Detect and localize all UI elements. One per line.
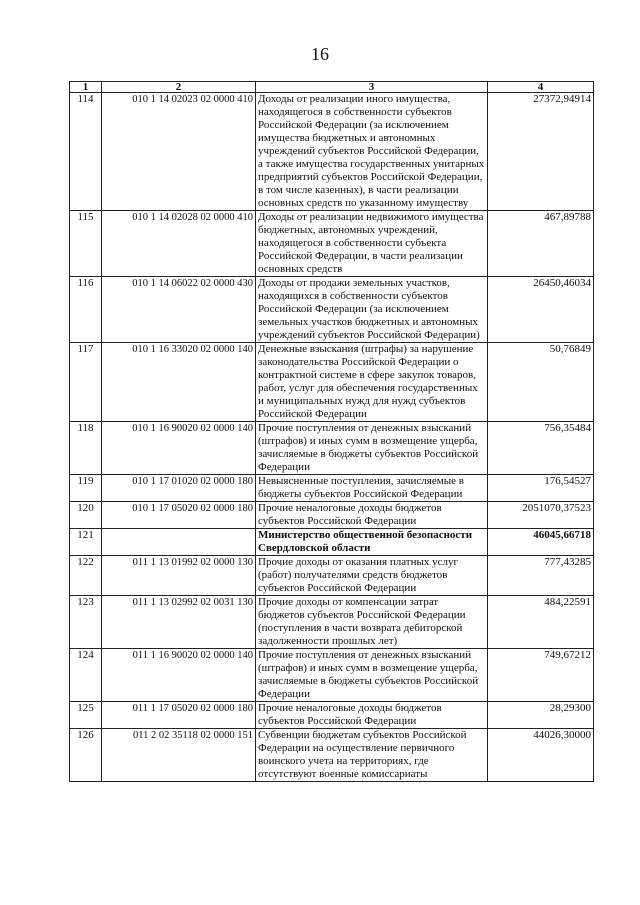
budget-code: 011 2 02 35118 02 0000 151	[102, 729, 256, 782]
revenue-amount: 484,22591	[488, 596, 594, 649]
row-number: 117	[70, 343, 102, 422]
row-number: 125	[70, 702, 102, 729]
table-row	[70, 475, 594, 502]
row-number: 126	[70, 729, 102, 782]
budget-code: 010 1 17 05020 02 0000 180	[102, 502, 256, 529]
table-row	[70, 502, 594, 529]
revenue-amount: 27372,94914	[488, 93, 594, 211]
budget-code: 010 1 14 02023 02 0000 410	[102, 93, 256, 211]
header-row	[70, 82, 594, 93]
revenue-description: Прочие доходы от оказания платных услуг (работ) получателями средств бюджетов субъектов Российской Федерации	[256, 556, 488, 596]
row-number: 124	[70, 649, 102, 702]
header-col-3: 3	[256, 82, 488, 93]
revenue-description: Доходы от продажи земельных участков, находящихся в собственности субъектов Российской Федерации (за исключением земельных участков бюджетных и автономных учреждений субъектов Российской Федерации)	[256, 277, 488, 343]
row-number: 122	[70, 556, 102, 596]
revenue-amount: 46045,66718	[488, 529, 594, 556]
revenue-description: Невыясненные поступления, зачисляемые в бюджеты субъектов Российской Федерации	[256, 475, 488, 502]
revenue-amount: 2051070,37523	[488, 502, 594, 529]
row-number: 120	[70, 502, 102, 529]
revenue-description: Доходы от реализации иного имущества, находящегося в собственности субъектов Российской Федерации (за исключением имущества бюджетных и автономных учреждений субъектов Российской Федерации, а также имущества государственных унитарных предприятий субъектов Российской Федерации, в том числе казенных), в части реализации основных средств по указанному имуществу	[256, 93, 488, 211]
revenue-description: Денежные взыскания (штрафы) за нарушение законодательства Российской Федерации о контрактной системе в сфере закупок товаров, работ, услуг для обеспечения государственных и муниципальных нужд для нужд субъектов Российской Федерации	[256, 343, 488, 422]
row-number: 115	[70, 211, 102, 277]
table-row	[70, 556, 594, 596]
budget-code: 011 1 13 02992 02 0031 130	[102, 596, 256, 649]
budget-code: 011 1 13 01992 02 0000 130	[102, 556, 256, 596]
revenue-amount: 467,89788	[488, 211, 594, 277]
revenue-description: Доходы от реализации недвижимого имущества бюджетных, автономных учреждений, находящегося в собственности субъекта Российской Федерации, в части реализации основных средств	[256, 211, 488, 277]
header-col-4: 4	[488, 82, 594, 93]
row-number: 123	[70, 596, 102, 649]
budget-code: 010 1 16 90020 02 0000 140	[102, 422, 256, 475]
budget-code: 010 1 14 06022 02 0000 430	[102, 277, 256, 343]
revenue-description: Прочие поступления от денежных взысканий (штрафов) и иных сумм в возмещение ущерба, зачисляемые в бюджеты субъектов Российской Федерации	[256, 649, 488, 702]
header-col-1: 1	[70, 82, 102, 93]
budget-code: 011 1 16 90020 02 0000 140	[102, 649, 256, 702]
table-row	[70, 277, 594, 343]
revenue-description: Прочие неналоговые доходы бюджетов субъектов Российской Федерации	[256, 502, 488, 529]
revenue-description: Прочие неналоговые доходы бюджетов субъектов Российской Федерации	[256, 702, 488, 729]
table-row	[70, 422, 594, 475]
table-row	[70, 529, 594, 556]
budget-code: 010 1 14 02028 02 0000 410	[102, 211, 256, 277]
budget-code	[102, 529, 256, 556]
revenue-description: Субвенции бюджетам субъектов Российской Федерации на осуществление первичного воинского учета на территориях, где отсутствуют военные комиссариаты	[256, 729, 488, 782]
revenue-amount: 777,43285	[488, 556, 594, 596]
row-number: 121	[70, 529, 102, 556]
revenue-description: Прочие поступления от денежных взысканий (штрафов) и иных сумм в возмещение ущерба, зачисляемые в бюджеты субъектов Российской Федерации	[256, 422, 488, 475]
header-col-2: 2	[102, 82, 256, 93]
revenue-description: Прочие доходы от компенсации затрат бюджетов субъектов Российской Федерации (поступления в части возврата дебиторской задолженности прошлых лет)	[256, 596, 488, 649]
row-number: 114	[70, 93, 102, 211]
table-row	[70, 93, 594, 211]
row-number: 119	[70, 475, 102, 502]
table-row	[70, 343, 594, 422]
revenue-description: Министерство общественной безопасности Свердловской области	[256, 529, 488, 556]
budget-table	[69, 81, 594, 782]
revenue-amount: 756,35484	[488, 422, 594, 475]
revenue-amount: 44026,30000	[488, 729, 594, 782]
table-row	[70, 596, 594, 649]
budget-code: 010 1 17 01020 02 0000 180	[102, 475, 256, 502]
revenue-amount: 50,76849	[488, 343, 594, 422]
budget-code: 010 1 16 33020 02 0000 140	[102, 343, 256, 422]
revenue-amount: 749,67212	[488, 649, 594, 702]
revenue-amount: 26450,46034	[488, 277, 594, 343]
row-number: 118	[70, 422, 102, 475]
table-row	[70, 211, 594, 277]
budget-code: 011 1 17 05020 02 0000 180	[102, 702, 256, 729]
table-row	[70, 729, 594, 782]
revenue-amount: 176,54527	[488, 475, 594, 502]
revenue-amount: 28,29300	[488, 702, 594, 729]
page-number: 16	[311, 44, 329, 64]
row-number: 116	[70, 277, 102, 343]
table-row	[70, 649, 594, 702]
table-row	[70, 702, 594, 729]
